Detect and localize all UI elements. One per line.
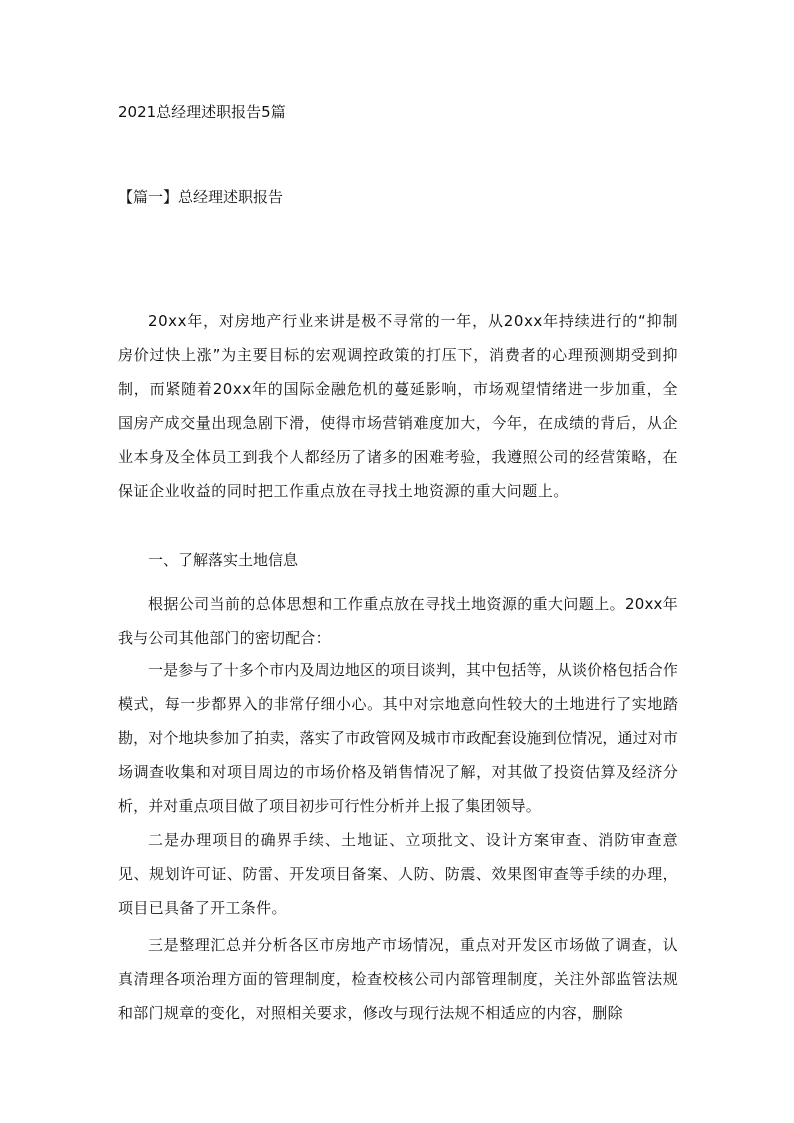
document-title: 2021总经理述职报告5篇 [118,103,286,121]
subsection-heading: 一、了解落实土地信息 [148,551,299,569]
section-title: 【篇一】总经理述职报告 [118,188,284,206]
intro-paragraph: 20xx年，对房地产行业来讲是极不寻常的一年，从20xx年持续进行的“抑制房价过快上涨”为主要目标的宏观调控政策的打压下，消费者的心理预测期受到抑制，而紧随着20xx年的国际金融危机的蔓延影响，市场观望情绪进一步加重，全国房产成交量出现急剧下滑，使得市场营销难度加大，今年，在成绩的背后，从企业本身及全体员工到我个人都经历了诸多的困难考验，我遵照公司的经营策略，在保证企业收益的同时把工作重点放在寻找土地资源的重大问题上。 [118,312,678,500]
item-paragraph-1: 一是参与了十多个市内及周边地区的项目谈判，其中包括等，从谈价格包括合作模式，每一步都界入的非常仔细小心。其中对宗地意向性较大的土地进行了实地踏勘，对个地块参加了拍卖，落实了市政管网及城市市政配套设施到位情况，通过对市场调查收集和对项目周边的市场价格及销售情况了解，对其做了投资估算及经济分析，并对重点项目做了项目初步可行性分析并上报了集团领导。 [118,661,678,815]
basis-paragraph: 根据公司当前的总体思想和工作重点放在寻找土地资源的重大问题上。20xx年我与公司其他部门的密切配合： [118,595,678,647]
item-paragraph-2: 二是办理项目的确界手续、土地证、立项批文、设计方案审查、消防审查意见、规划许可证、防雷、开发项目备案、人防、防震、效果图审查等手续的办理，项目已具备了开工条件。 [118,831,678,917]
item-paragraph-3: 三是整理汇总并分析各区市房地产市场情况，重点对开发区市场做了调查，认真清理各项治理方面的管理制度，检查校核公司内部管理制度，关注外部监管法规和部门规章的变化，对照相关要求，修改与现行法规不相适应的内容，删除 [118,936,678,1022]
